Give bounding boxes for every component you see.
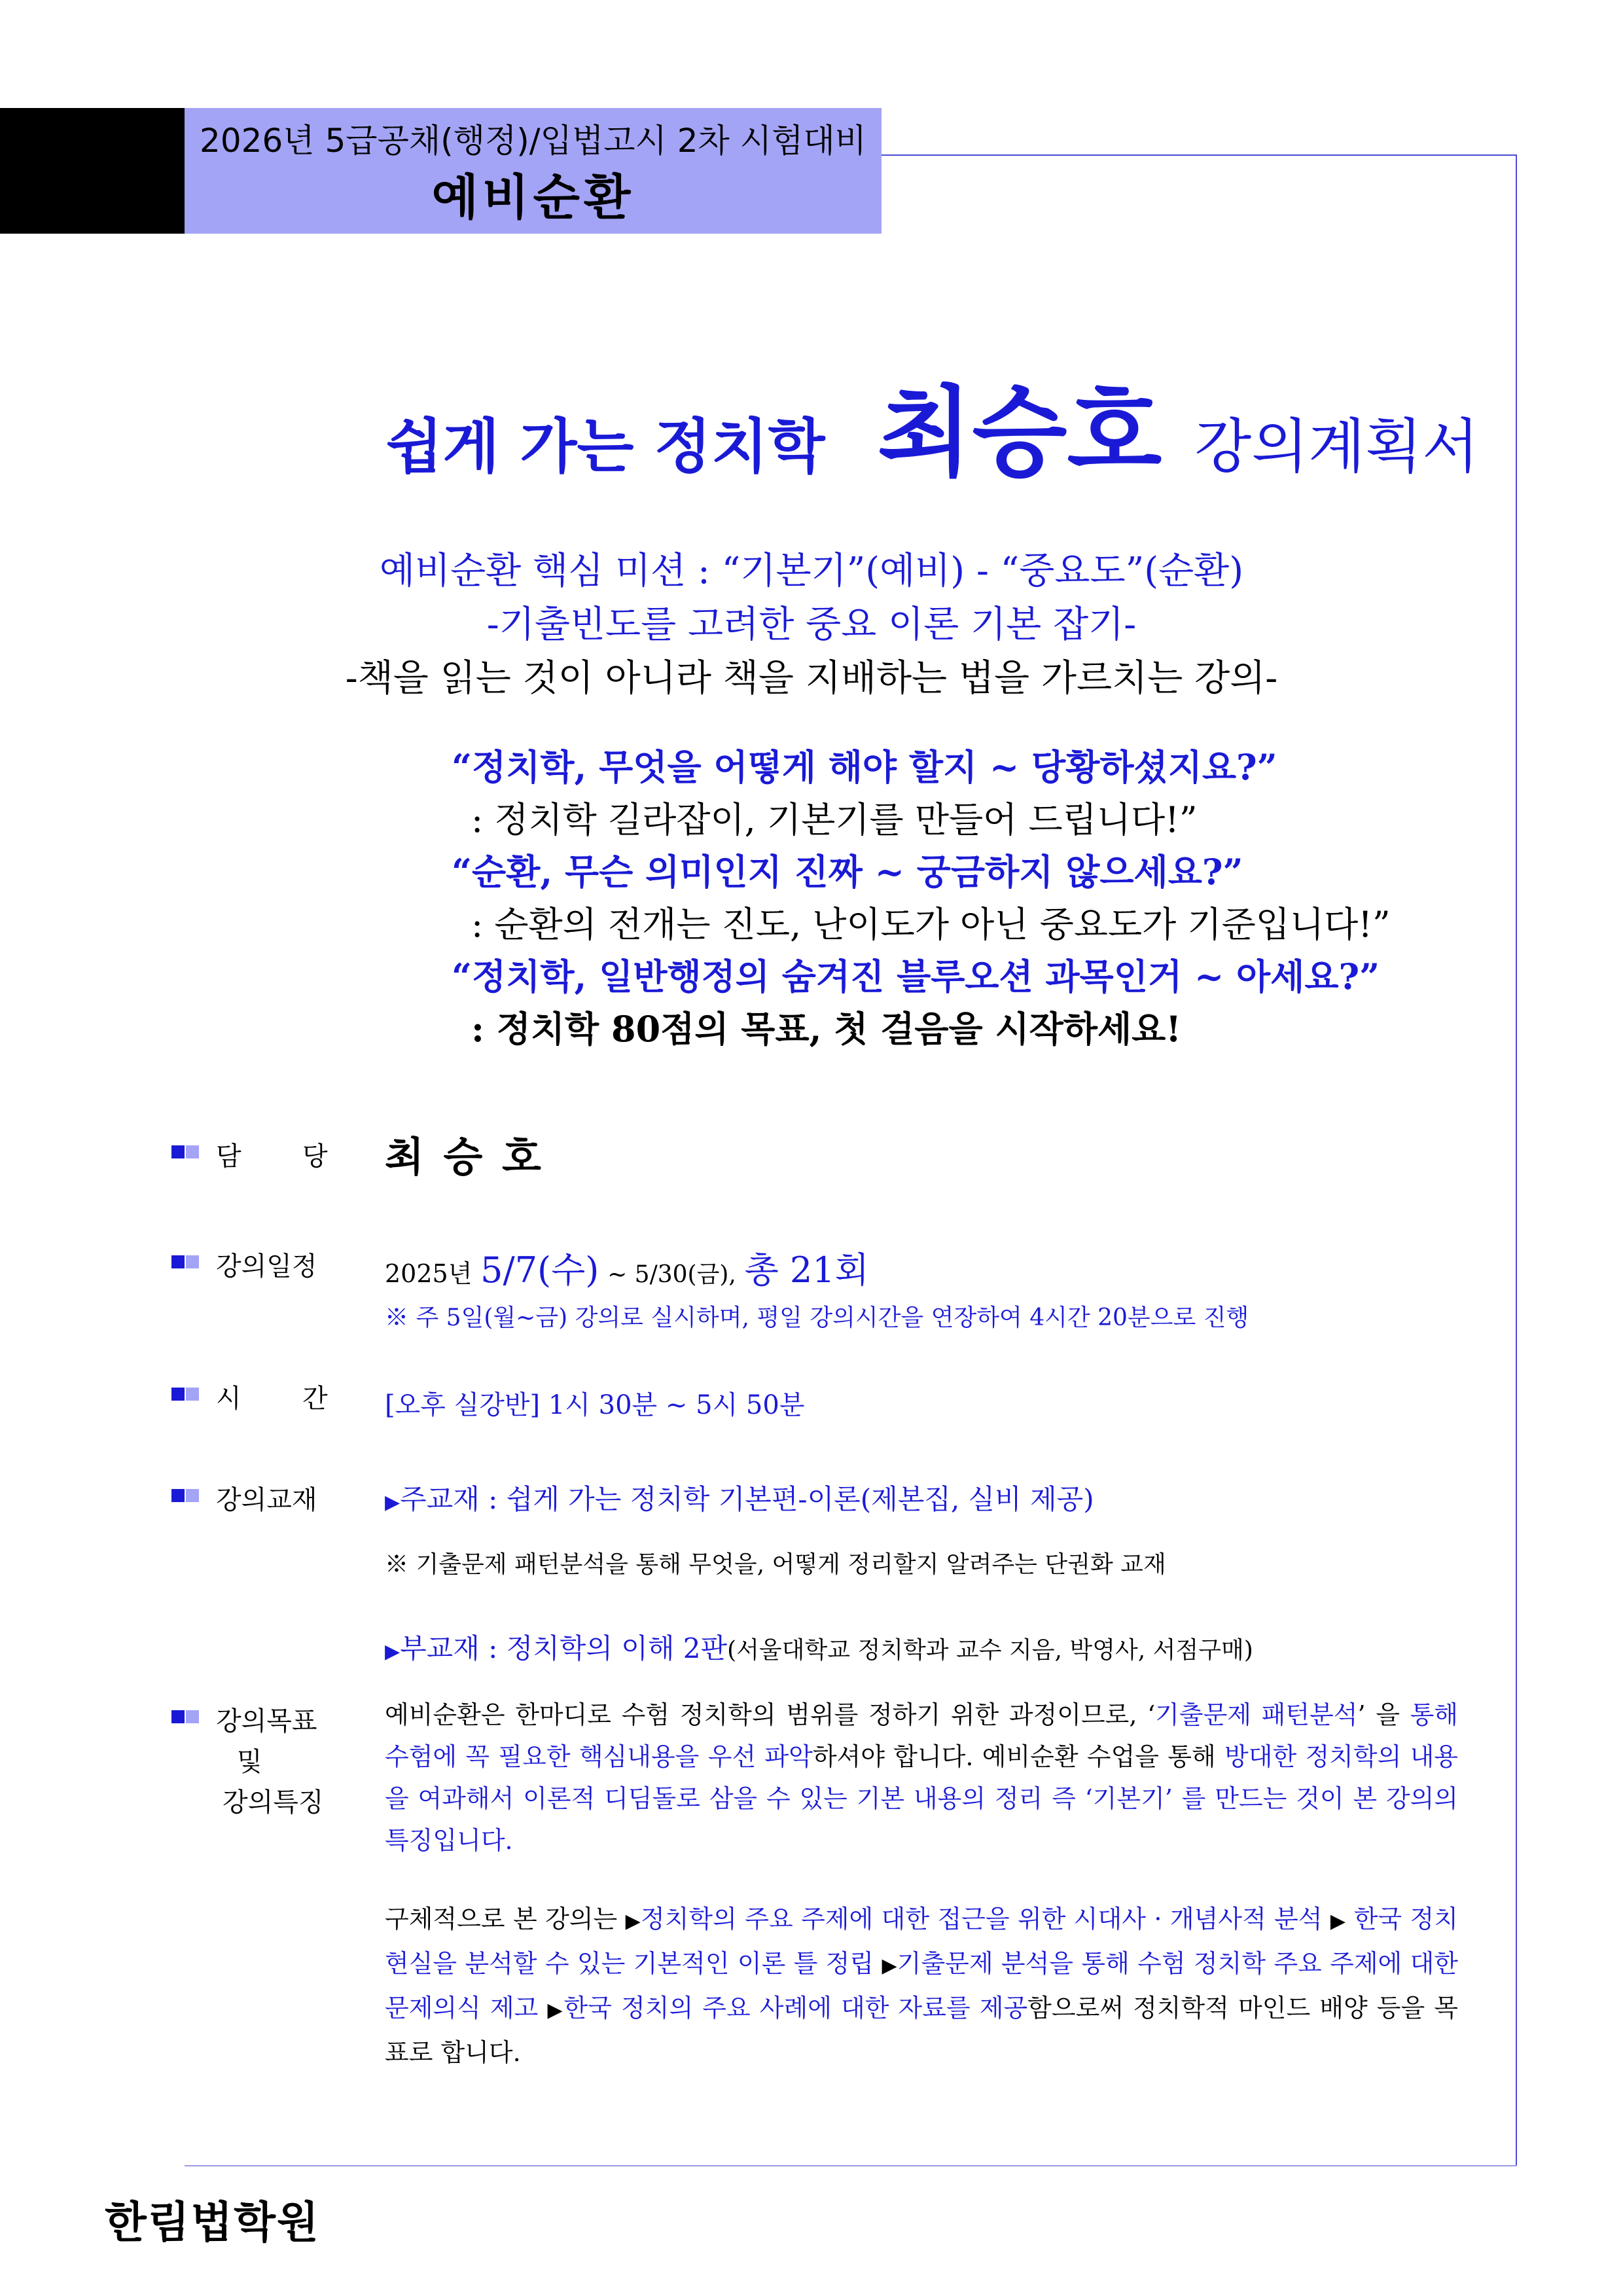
time-value: [오후 실강반] 1시 30분 ~ 5시 50분	[385, 1390, 805, 1420]
section-goals-label-3: 강의특징	[223, 1787, 324, 1818]
textbook-note: ※ 기출문제 패턴분석을 통해 무엇을, 어떻게 정리할지 알려주는 단권화 교재	[385, 1551, 1166, 1578]
quote-2-answer: : 순환의 전개는 진도, 난이도가 아닌 중요도가 기준입니다!”	[471, 904, 1391, 945]
schedule-year: 2025년	[385, 1259, 473, 1288]
frame-right-border	[1516, 154, 1517, 2166]
quote-3-question: “정치학, 일반행정의 숨겨진 블루오션 과목인거 ~ 아세요?”	[452, 956, 1380, 997]
section-time-label: 시	[171, 1378, 241, 1415]
goals-paragraph-2: 구체적으로 본 강의는 ▶정치학의 주요 주제에 대한 접근을 위한 시대사 · 개념사적 분석 ▶ 한국 정치 현실을 분석할 수 있는 기본적인 이론 틀 정립 ▶기출문제 분석을 통해 수험 정치학 주요 주제에 대한 문제의식 제고 ▶한국 정치의 주요 사례에 대한 자료를 제공함으로써 정치학적 마인드 배양 등을 목표로 합니다.	[385, 1905, 1458, 2067]
triangle-bullet-icon: ▶	[1330, 1910, 1346, 1933]
schedule-line	[385, 1242, 869, 1293]
quote-2-question: “순환, 무슨 의미인지 진짜 ~ 궁금하지 않으세요?”	[452, 851, 1243, 893]
section-goals-label-2: 및	[237, 1747, 262, 1777]
bullet-square-light	[186, 1489, 199, 1502]
header-exam-title: 2026년 5급공채(행정)/입법고시 2차 시험대비	[200, 122, 866, 160]
goals-paragraph-1: 예비순환은 한마디로 수험 정치학의 범위를 정하기 위한 과정이므로, ‘기출문제 패턴분석’ 을 통해 수험에 꼭 필요한 핵심내용을 우선 파악하셔야 합니다. 예비순환 수업을 통해 방대한 정치학의 내용을 여과해서 이론적 디딤돌로 삼을 수 있는 기본 내용의 정리 즉 ‘기본기’ 를 만드는 것이 본 강의의 특징입니다.	[385, 1700, 1458, 1855]
schedule-total: 총 21회	[744, 1249, 869, 1291]
section-instructor-label: 담	[171, 1136, 241, 1173]
bullet-square-dark	[171, 1388, 185, 1401]
bullet-square-light	[186, 1255, 199, 1268]
schedule-range: ~ 5/30(금),	[607, 1261, 736, 1288]
section-time-label-2: 간	[302, 1384, 328, 1414]
schedule-note: ※ 주 5일(월~금) 강의로 실시하며, 평일 강의시간을 연장하여 4시간 20분으로 진행	[385, 1304, 1249, 1331]
triangle-bullet-icon: ▶	[882, 1954, 897, 1977]
mission-line-1: 예비순환 핵심 미션 : “기본기”(예비) - “중요도”(순환)	[379, 550, 1244, 592]
quote-1-answer: : 정치학 길라잡이, 기본기를 만들어 드립니다!”	[471, 799, 1198, 840]
section-instructor-label-2: 당	[302, 1141, 328, 1172]
mission-line-2: -기출빈도를 고려한 중요 이론 기본 잡기-	[486, 603, 1137, 646]
mission-line-3: -책을 읽는 것이 아니라 책을 지배하는 법을 가르치는 강의-	[345, 657, 1278, 700]
header-black-block	[0, 108, 185, 234]
quote-1-question: “정치학, 무엇을 어떻게 해야 할지 ~ 당황하셨지요?”	[452, 746, 1277, 788]
academy-logo: 한림법학원	[105, 2197, 320, 2248]
section-schedule-label: 강의일정	[171, 1246, 317, 1283]
page-title	[385, 353, 1479, 495]
quote-3-answer: : 정치학 80점의 목표, 첫 걸음을 시작하세요!	[471, 1008, 1182, 1050]
title-instructor-name: 최승호	[877, 376, 1162, 490]
bullet-square-light	[186, 1388, 199, 1401]
textbook-sub: ▶부교재 : 정치학의 이해 2판(서울대학교 정치학과 교수 지음, 박영사, 서점구매)	[385, 1632, 1253, 1664]
header-box	[185, 108, 882, 234]
section-textbook-label: 강의교재	[171, 1479, 317, 1516]
triangle-bullet-icon: ▶	[385, 1491, 401, 1514]
title-course-name: 쉽게 가는 정치학	[385, 412, 825, 481]
bullet-square-light	[186, 1145, 199, 1158]
bullet-square-light	[186, 1710, 199, 1723]
instructor-name: 최 승 호	[385, 1133, 544, 1181]
bullet-square-dark	[171, 1145, 185, 1158]
bullet-square-dark	[171, 1255, 185, 1268]
frame-top-border	[882, 154, 1516, 156]
section-goals-label: 강의목표	[171, 1700, 317, 1738]
triangle-bullet-icon: ▶	[385, 1640, 401, 1663]
textbook-main: ▶주교재 : 쉽게 가는 정치학 기본편-이론(제본집, 실비 제공)	[385, 1483, 1094, 1515]
triangle-bullet-icon: ▶	[625, 1910, 641, 1933]
title-suffix: 강의계획서	[1194, 412, 1479, 481]
schedule-start: 5/7(수)	[480, 1249, 599, 1291]
triangle-bullet-icon: ▶	[547, 1999, 564, 2022]
frame-bottom-border	[185, 2165, 1517, 2166]
header-course-type: 예비순환	[431, 170, 635, 226]
bullet-square-dark	[171, 1710, 185, 1723]
bullet-square-dark	[171, 1489, 185, 1502]
